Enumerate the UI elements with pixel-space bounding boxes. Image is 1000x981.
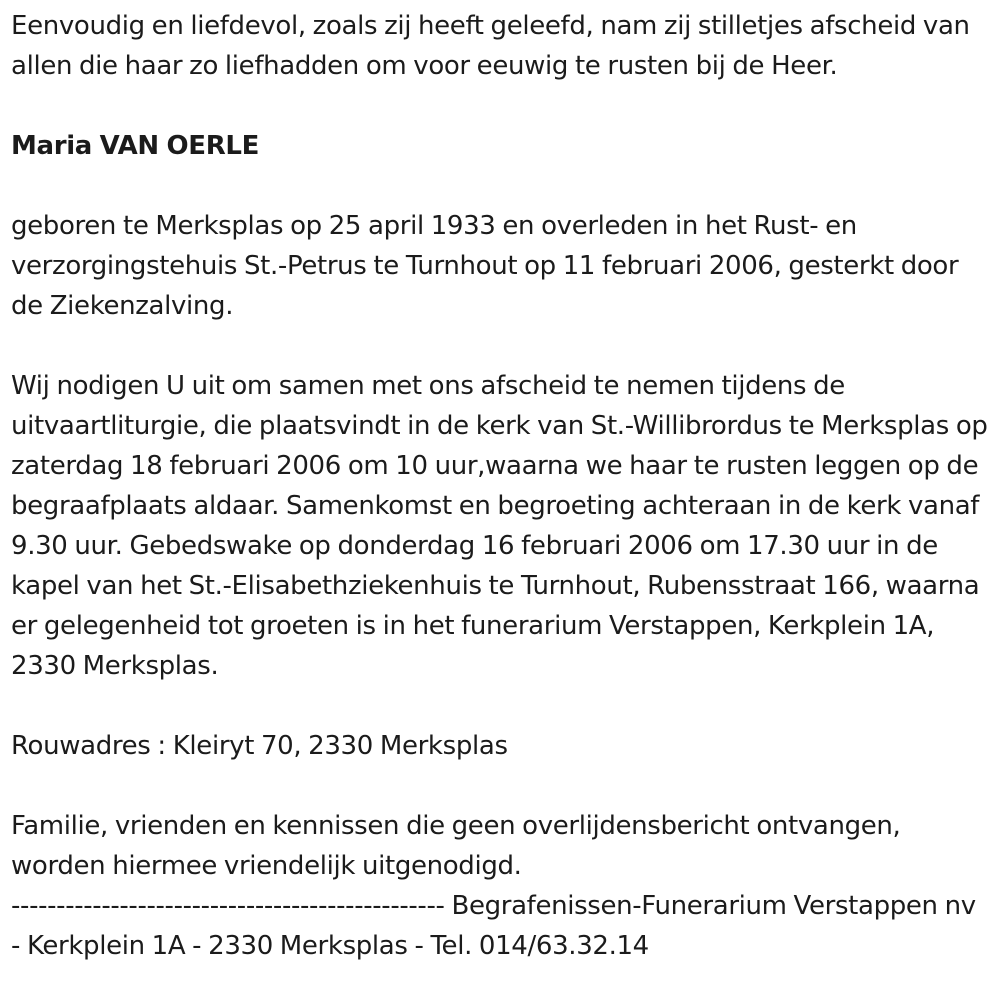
spacer [11, 326, 991, 366]
spacer [11, 166, 991, 206]
intro-paragraph: Eenvoudig en liefdevol, zoals zij heeft geleefd, nam zij stilletjes afscheid van allen die haar zo liefhadden om voor eeuwig te rusten bij de Heer. [11, 11, 970, 81]
footer-paragraph [11, 886, 991, 966]
ceremony-paragraph: Wij nodigen U uit om samen met ons afscheid te nemen tijdens de uitvaartliturgie, die plaatsvindt in de kerk van St.-Willibrordus te Merksplas op zaterdag 18 februari 2006 om 10 uur,waarna we haar te rusten leggen op de begraafplaats aldaar. Samenkomst en begroeting achteraan in de kerk vanaf 9.30 uur. Gebedswake op donderdag 16 februari 2006 om 17.30 uur in de kapel van het St.-Elisabethziekenhuis te Turnhout, Rubensstraat 166, waarna er gelegenheid tot groeten is in het funerarium Verstappen, Kerkplein 1A, 2330 Merksplas. [11, 371, 988, 681]
spacer [11, 86, 991, 126]
spacer [11, 686, 991, 726]
spacer [11, 766, 991, 806]
deceased-name: Maria VAN OERLE [11, 131, 260, 161]
obituary-notice [11, 6, 991, 966]
mourning-address: Rouwadres : Kleiryt 70, 2330 Merksplas [11, 731, 508, 761]
dashed-separator: ------------------------------------------------ [11, 891, 445, 921]
funeral-home-info: Begrafenissen-Funerarium Verstappen nv - Kerkplein 1A - 2330 Merksplas - Tel. 014/63.32.14 [11, 891, 976, 961]
biography-paragraph: geboren te Merksplas op 25 april 1933 en overleden in het Rust- en verzorgingstehuis St.-Petrus te Turnhout op 11 februari 2006, gesterkt door de Ziekenzalving. [11, 211, 959, 321]
invitation-paragraph: Familie, vrienden en kennissen die geen overlijdensbericht ontvangen, worden hiermee vriendelijk uitgenodigd. [11, 811, 901, 881]
